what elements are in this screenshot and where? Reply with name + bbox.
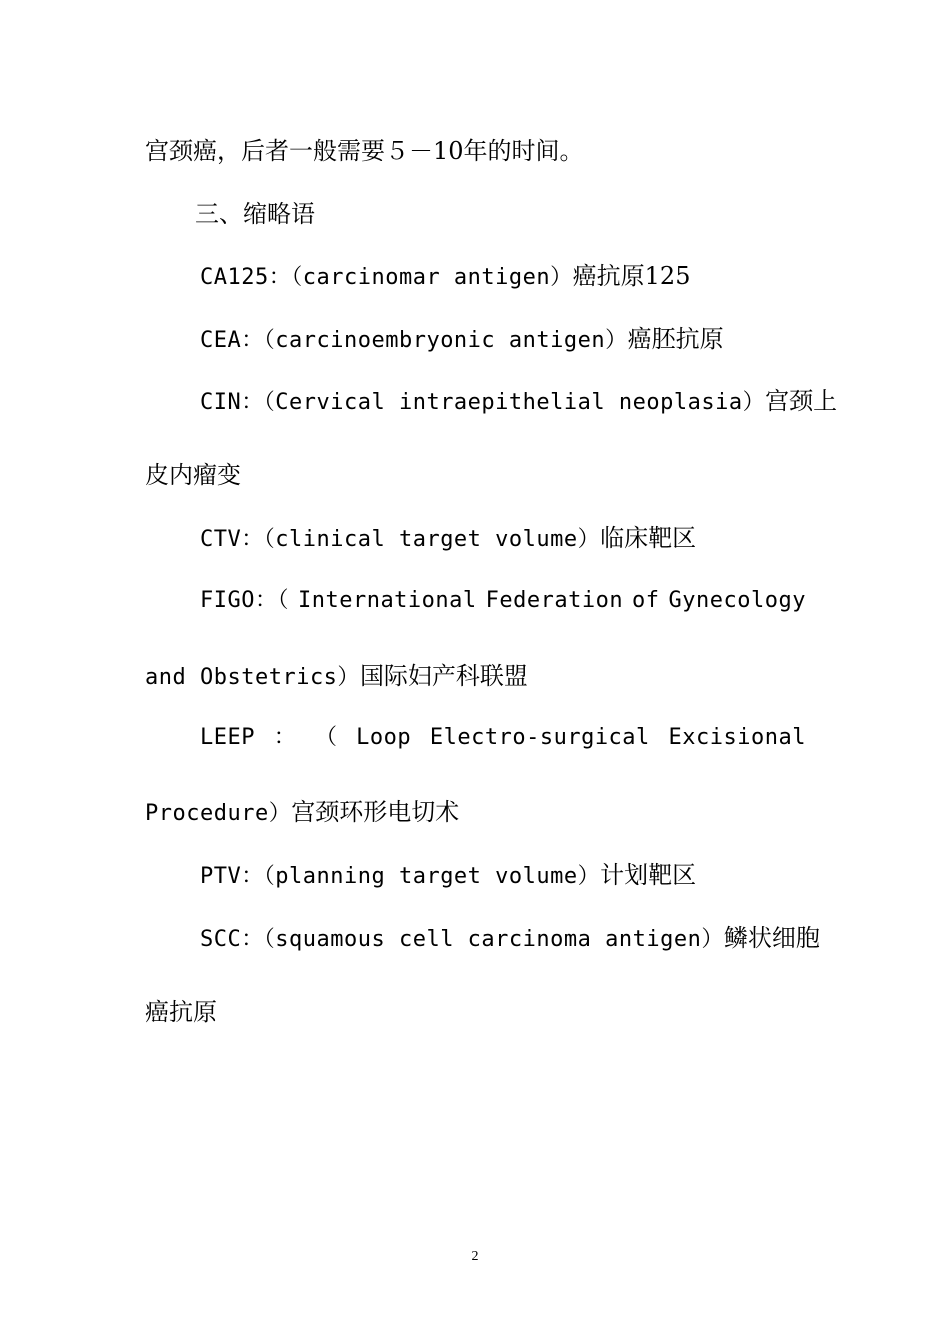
abbreviation-term: CIN：	[200, 390, 264, 415]
abbreviation-entry-ctv	[200, 523, 696, 553]
abbreviation-term: CTV：	[200, 527, 264, 552]
abbreviation-term: SCC：	[200, 927, 264, 952]
colon: ：	[273, 725, 297, 750]
abbreviation-term: PTV：	[200, 864, 264, 889]
abbreviation-meaning: 癌抗原125	[572, 262, 691, 290]
abbreviation-entry-scc	[200, 923, 820, 953]
abbreviation-expansion: and Obstetrics）	[145, 665, 360, 690]
open-paren: （	[314, 725, 338, 750]
abbreviation-expansion: （clinical target volume）	[263, 527, 601, 552]
abbreviation-term	[200, 586, 289, 616]
abbreviation-entry-ptv	[200, 860, 696, 890]
open-paren: （	[277, 588, 289, 613]
abbreviation-entry-cin	[200, 386, 837, 416]
abbreviation-expansion: （carcinomar antigen）	[291, 265, 573, 290]
abbreviation-expansion: （carcinoembryonic antigen）	[263, 328, 628, 353]
abbreviation-meaning: 临床靶区	[600, 524, 697, 552]
abbreviation-meaning: 皮内瘤变	[145, 461, 241, 489]
expansion-word: of	[632, 588, 660, 613]
abbreviation-entry-cin-continuation	[145, 460, 241, 490]
abbreviation-meaning: 癌抗原	[145, 998, 217, 1026]
expansion-word: Excisional	[668, 725, 806, 750]
abbreviation-entry-leep	[200, 723, 806, 753]
abbreviation-entry-cea	[200, 324, 724, 354]
expansion-word: Gynecology	[668, 588, 806, 613]
abbreviation-entry-figo	[200, 586, 806, 616]
abbreviation-expansion: （squamous cell carcinoma antigen）	[263, 927, 724, 952]
abbreviation-entry-ca125	[200, 261, 690, 291]
expansion-word: Federation	[485, 588, 624, 613]
abbreviation-meaning: 计划靶区	[600, 861, 697, 889]
expansion-word: International	[297, 588, 477, 613]
page-number: 2	[471, 1249, 479, 1264]
paragraph-text: 宫颈癌，后者一般需要５－10年的时间。	[145, 137, 584, 165]
abbreviation-meaning: 宫颈环形电切术	[291, 798, 460, 826]
abbreviation-meaning: 癌胚抗原	[627, 325, 724, 353]
abbreviation-entry-figo-continuation	[145, 661, 528, 691]
abbreviation-expansion: （Cervical intraepithelial neoplasia）	[263, 390, 766, 415]
abbreviation-meaning: 鳞状细胞	[723, 924, 820, 952]
abbreviation-entry-leep-continuation	[145, 797, 459, 827]
abbreviation-term: CEA：	[200, 328, 264, 353]
abbreviation-term: CA125：	[200, 265, 292, 290]
expansion-word: Electro-surgical	[429, 725, 650, 750]
abbreviation-term: LEEP	[200, 725, 255, 750]
section-heading	[195, 199, 315, 229]
abbreviation-term-text: FIGO：	[200, 588, 278, 613]
expansion-word: Loop	[356, 725, 412, 750]
abbreviation-meaning: 国际妇产科联盟	[359, 662, 528, 690]
paragraph-continuation	[145, 136, 584, 166]
abbreviation-meaning: 宫颈上	[765, 387, 838, 415]
abbreviation-expansion: Procedure）	[145, 801, 292, 826]
abbreviation-entry-scc-continuation	[145, 997, 217, 1027]
section-heading-text: 三、缩略语	[195, 200, 315, 228]
abbreviation-expansion: （planning target volume）	[263, 864, 601, 889]
